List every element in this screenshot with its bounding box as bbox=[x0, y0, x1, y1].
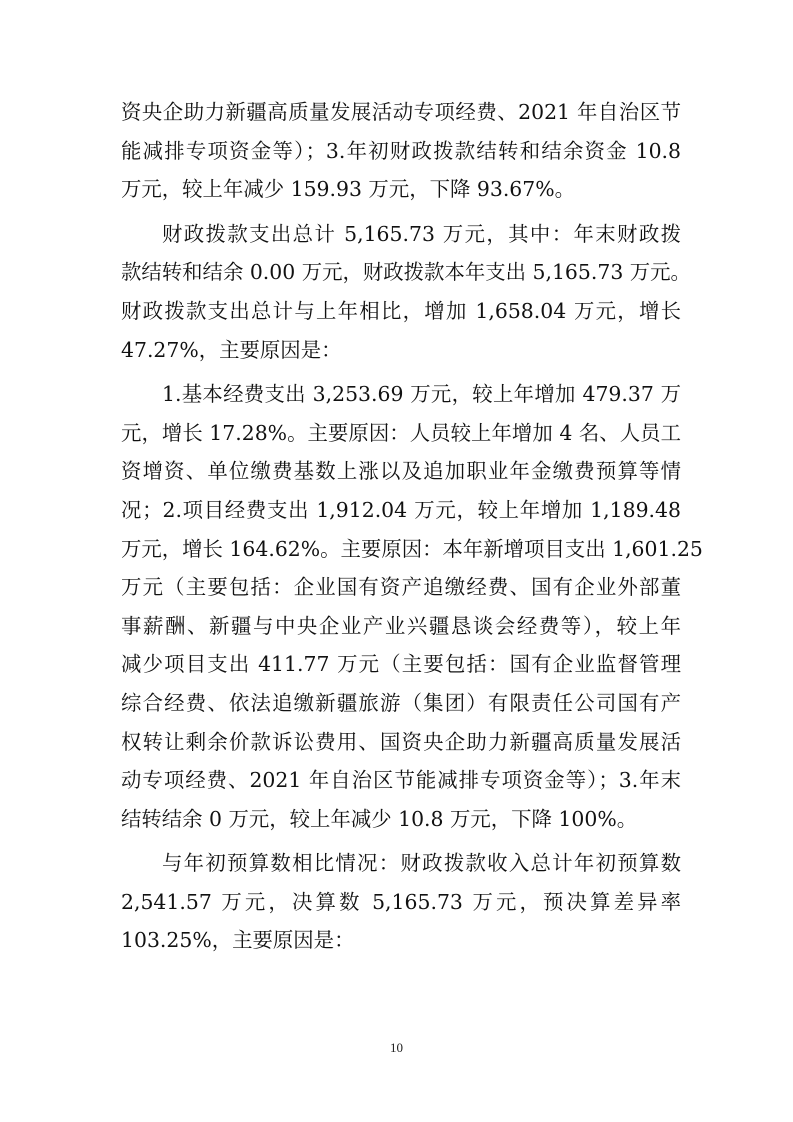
text-line: 结转结余 0 万元，较上年减少 10.8 万元，下降 100%。 bbox=[121, 806, 638, 831]
text-line: 万元，较上年减少 159.93 万元，下降 93.67%。 bbox=[121, 177, 576, 202]
text-line: 事薪酬、新疆与中央企业产业兴疆恳谈会经费等），较上年 bbox=[121, 613, 681, 638]
text-line: 况；2.项目经费支出 1,912.04 万元，较上年增加 1,189.48 bbox=[121, 497, 681, 522]
paragraph-3 bbox=[121, 375, 703, 838]
text-line: 与年初预算数相比情况：财政拨款收入总计年初预算数 bbox=[162, 851, 681, 876]
text-line: 财政拨款支出总计 5,165.73 万元，其中：年末财政拨 bbox=[162, 221, 681, 246]
text-line: 款结转和结余 0.00 万元，财政拨款本年支出 5,165.73 万元。 bbox=[121, 260, 691, 285]
text-line: 财政拨款支出总计与上年相比，增加 1,658.04 万元，增长 bbox=[121, 298, 681, 323]
paragraph-1 bbox=[121, 93, 681, 209]
text-line: 资央企助力新疆高质量发展活动专项经费、2021 年自治区节 bbox=[121, 100, 681, 124]
text-line: 1.基本经费支出 3,253.69 万元，较上年增加 479.37 万 bbox=[162, 382, 681, 407]
page-number: 10 bbox=[390, 1040, 403, 1055]
body-text bbox=[121, 93, 703, 960]
text-line: 万元（主要包括：企业国有资产追缴经费、国有企业外部董 bbox=[121, 575, 681, 600]
text-line: 能减排专项资金等）；3.年初财政拨款结转和结余资金 10.8 bbox=[121, 138, 681, 163]
text-line: 47.27%，主要原因是： bbox=[121, 337, 342, 362]
text-line: 万元，增长 164.62%。主要原因：本年新增项目支出 1,601.25 bbox=[121, 536, 703, 561]
text-line: 103.25%，主要原因是： bbox=[121, 928, 355, 953]
text-line: 权转让剩余价款诉讼费用、国资央企助力新疆高质量发展活 bbox=[121, 729, 681, 754]
paragraph-2 bbox=[121, 215, 691, 369]
text-line: 元，增长 17.28%。主要原因：人员较上年增加 4 名、人员工 bbox=[121, 420, 681, 445]
text-line: 综合经费、依法追缴新疆旅游（集团）有限责任公司国有产 bbox=[121, 690, 681, 715]
text-line: 2,541.57 万元，决算数 5,165.73 万元，预决算差异率 bbox=[121, 889, 681, 914]
text-line: 资增资、单位缴费基数上涨以及追加职业年金缴费预算等情 bbox=[121, 459, 681, 484]
text-line: 减少项目支出 411.77 万元（主要包括：国有企业监督管理 bbox=[121, 652, 681, 677]
text-line: 动专项经费、2021 年自治区节能减排专项资金等）；3.年末 bbox=[121, 768, 681, 793]
paragraph-4 bbox=[121, 844, 681, 960]
